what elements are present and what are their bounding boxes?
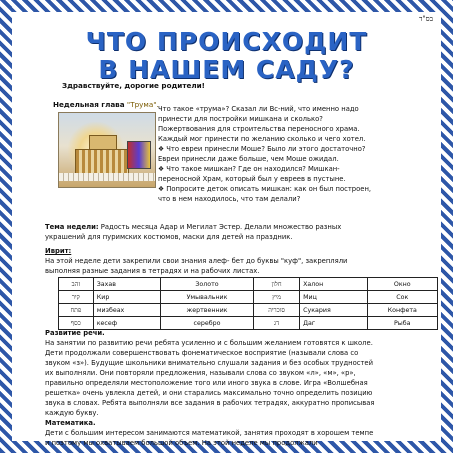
- ivrit-label: Иврит:: [45, 247, 72, 255]
- page-title-line-1: ЧТО ПРОИСХОДИТ: [85, 27, 368, 56]
- speech-line: правильно определяли местоположение того или иного звука в слове. Игра «Волшебная: [45, 379, 368, 387]
- speech-line: На занятии по развитию речи ребята усиленно и с большим желанием готовятся к школе.: [45, 339, 373, 347]
- word-cell: Захав: [93, 278, 160, 291]
- tabernacle-illustration: [58, 112, 156, 188]
- math-section: [45, 418, 410, 448]
- story-line: ❖ Что евреи принесли Моше? Было ли этого достаточно?: [158, 145, 366, 153]
- word-cell: Сукария: [300, 304, 367, 317]
- week-theme-section: [45, 222, 410, 242]
- speech-label: Развитие речи.: [45, 329, 105, 337]
- greeting: Здравствуйте, дорогие родители!: [62, 81, 205, 90]
- word-cell: Окно: [367, 278, 438, 291]
- corner-hebrew-mark: בס"ד: [419, 15, 433, 23]
- table-row: [59, 291, 438, 304]
- story-line: ❖ Попросите деток описать мишкан: как он был построен,: [158, 185, 372, 193]
- word-cell: серебро: [160, 317, 253, 330]
- weekly-portion-text: [158, 104, 398, 204]
- hebrew-word-cell: פתח: [59, 304, 94, 317]
- decorative-border-top: [0, 0, 453, 12]
- weekly-portion-name: "Трума".: [126, 100, 159, 109]
- math-label: Математика.: [45, 419, 96, 427]
- ivrit-section: [45, 246, 410, 276]
- word-cell: Конфета: [367, 304, 438, 317]
- story-line: Каждый мог принести по желанию сколько и чего хотел.: [158, 135, 366, 143]
- word-cell: Кир: [93, 291, 160, 304]
- weekly-portion-label: Недельная глава: [53, 100, 125, 109]
- word-cell: кесеф: [93, 317, 160, 330]
- speech-line: решетка» очень увлекла детей, и они старались максимально точно определить позицию: [45, 389, 373, 397]
- word-cell: Золото: [160, 278, 253, 291]
- vocabulary-table: [58, 277, 438, 330]
- table-row: [59, 278, 438, 291]
- week-theme-label: Тема недели:: [45, 223, 99, 231]
- math-line: и поэтому мы охватываем большой объем. На этой неделе мы продолжали: [45, 439, 318, 447]
- speech-line: каждую букву.: [45, 409, 99, 417]
- hebrew-word-cell: קיר: [59, 291, 94, 304]
- word-cell: жертвенник: [160, 304, 253, 317]
- week-theme-text: Радость месяца Адар и Мегилат Эстер. Делали множество разных: [98, 223, 342, 231]
- word-cell: Сок: [367, 291, 438, 304]
- ivrit-text-1: На этой неделе дети закрепили свои знания алеф- бет до буквы "куф", закрепляли: [45, 257, 348, 265]
- hebrew-word-cell: כסף: [59, 317, 94, 330]
- story-line: что в нем находилось, что там делали?: [158, 195, 301, 203]
- word-cell: Рыба: [367, 317, 438, 330]
- week-theme-text-2: украшений для пуримских костюмов, маски для детей на праздник.: [45, 233, 293, 241]
- hebrew-word-cell: דג: [254, 317, 300, 330]
- weekly-portion-heading: [53, 100, 159, 109]
- donation-box-shape: [127, 141, 151, 169]
- story-line: принести для постройки мишкана и сколько?: [158, 115, 323, 123]
- speech-section: [45, 328, 410, 418]
- table-row: [59, 304, 438, 317]
- story-line: Евреи принесли даже больше, чем Моше ожидал.: [158, 155, 339, 163]
- hebrew-word-cell: זהב: [59, 278, 94, 291]
- story-line: Что такое «трума»? Сказал ли Вс-ний, что именно надо: [158, 105, 359, 113]
- word-cell: Умывальник: [160, 291, 253, 304]
- speech-line: Дети продолжали совершенствовать фонематическое восприятие (называли слова со: [45, 349, 359, 357]
- speech-line: звуком «з»). Будущие школьники внимательно слушали задания и без особых трудностей: [45, 359, 374, 367]
- story-line: переносной Храм, который был у евреев в пустыне.: [158, 175, 346, 183]
- word-cell: Даг: [300, 317, 367, 330]
- courtyard-fence-shape: [59, 173, 155, 181]
- math-line: Дети с большим интересом занимаются математикой, занятия проходят в хорошем темпе: [45, 429, 374, 437]
- story-line: ❖ Что такое мишкан? Где он находился? Мишкан-: [158, 165, 340, 173]
- word-cell: Халон: [300, 278, 367, 291]
- page-title-line-2: В НАШЕМ САДУ?: [98, 55, 355, 84]
- hebrew-word-cell: סוכריה: [254, 304, 300, 317]
- story-line: Пожертвования для строительства переносного храма.: [158, 125, 360, 133]
- hebrew-word-cell: מיץ: [254, 291, 300, 304]
- word-cell: мизбеах: [93, 304, 160, 317]
- ivrit-text-2: выполняя разные задания в тетрадях и на рабочих листах.: [45, 267, 260, 275]
- speech-line: звука в словах. Ребята выполняли все задания в рабочих тетрадях, аккуратно прописывая: [45, 399, 375, 407]
- hebrew-word-cell: חלון: [254, 278, 300, 291]
- word-cell: Миц: [300, 291, 367, 304]
- speech-line: их выполняли. Они повторяли предложения, называли слова со звуком «л», «м», «р»,: [45, 369, 356, 377]
